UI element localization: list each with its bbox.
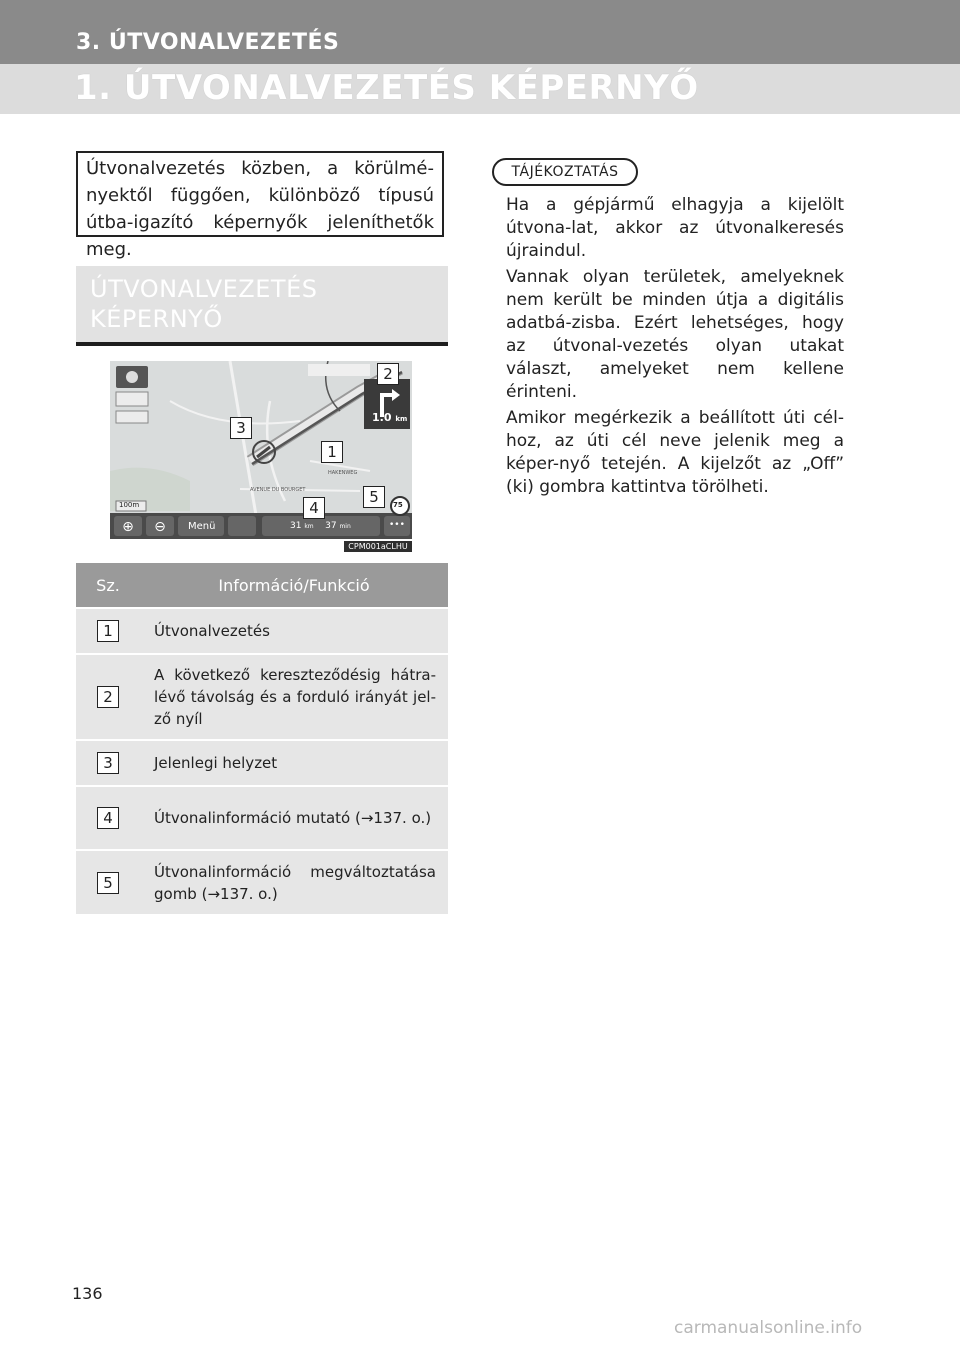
callout-5: 5	[363, 486, 385, 508]
navigation-screenshot	[110, 361, 412, 539]
info-paragraph: Amikor megérkezik a beállított úti cél-hoz, az úti cél neve jelenik meg a képer-nyő tetején. A kijelzőt az „Off” (ki) gombra kattintva törölheti.	[506, 408, 844, 497]
route-info-indicator[interactable]: 31 km 37 min	[290, 521, 351, 531]
callout-3: 3	[230, 417, 252, 439]
info-paragraph: Vannak olyan területek, amelyeknek nem került be minden útja a digitális adatbá-zisba. Ezért lehetséges, hogy az útvonal-vezetés olyan utakat választ, amelyeket nem kellene érinteni.	[506, 267, 844, 402]
table-row	[76, 850, 448, 914]
svg-text:⊕: ⊕	[122, 519, 134, 535]
row-description: Jelenlegi helyzet	[140, 740, 448, 786]
subheading-box	[76, 266, 448, 346]
intro-text: Útvonalvezetés közben, a körülmé-nyektől függően, különböző típusú útba-igazító képernyők jeleníthetők meg.	[86, 158, 434, 260]
row-description: Útvonalinformáció megváltoztatása gomb (→137. o.)	[140, 850, 448, 914]
row-description: A következő kereszteződésig hátra-lévő távolság és a forduló irányát jel-ző nyíl	[140, 654, 448, 740]
subheading	[90, 274, 317, 334]
page-title: 1. ÚTVONALVEZETÉS KÉPERNYŐ	[74, 68, 699, 108]
menu-button[interactable]: Menü	[188, 521, 216, 532]
row-description: Útvonalinformáció mutató (→137. o.)	[140, 786, 448, 850]
info-label: TÁJÉKOZTATÁS	[492, 158, 638, 186]
intro-box	[76, 151, 444, 260]
table-header-info: Információ/Funkció	[140, 563, 448, 608]
info-text	[506, 194, 844, 502]
speed-limit-value: 75	[393, 501, 403, 509]
subheading-line-2: KÉPERNYŐ	[90, 305, 223, 333]
distance-readout: 1.0 km	[372, 411, 408, 424]
table-row	[76, 786, 448, 850]
parking-icon	[116, 411, 148, 423]
row-number: 3	[97, 752, 119, 774]
info-table	[76, 563, 448, 914]
more-button[interactable]: •••	[389, 520, 405, 530]
scale-label: 100m	[119, 501, 140, 509]
table-header-num: Sz.	[76, 563, 140, 608]
row-number: 1	[97, 620, 119, 642]
street-label: AVENUE DU BOURGET	[250, 487, 306, 493]
poi-icon	[116, 392, 148, 406]
callout-4: 4	[303, 497, 325, 519]
street-label: HAKENWEG	[328, 470, 358, 476]
watermark: carmanualsonline.info	[674, 1318, 863, 1338]
svg-text:⊖: ⊖	[154, 519, 166, 535]
image-code: CPM001aCLHU	[344, 541, 412, 552]
section-label: 3. ÚTVONALVEZETÉS	[76, 30, 340, 55]
row-number: 5	[97, 872, 119, 894]
page-number: 136	[72, 1284, 103, 1303]
table-row	[76, 654, 448, 740]
row-number: 2	[97, 686, 119, 708]
callout-2: 2	[377, 363, 399, 385]
table-header-row	[76, 563, 448, 608]
row-number: 4	[97, 807, 119, 829]
subheading-line-1: ÚTVONALVEZETÉS	[90, 275, 318, 303]
row-description: Útvonalvezetés	[140, 608, 448, 654]
table-row	[76, 740, 448, 786]
callout-1: 1	[321, 441, 343, 463]
info-paragraph: Ha a gépjármű elhagyja a kijelölt útvona-lat, akkor az útvonalkeresés újraindul.	[506, 195, 844, 261]
table-row	[76, 608, 448, 654]
voice-icon	[228, 516, 256, 536]
map-graphic	[110, 361, 412, 539]
